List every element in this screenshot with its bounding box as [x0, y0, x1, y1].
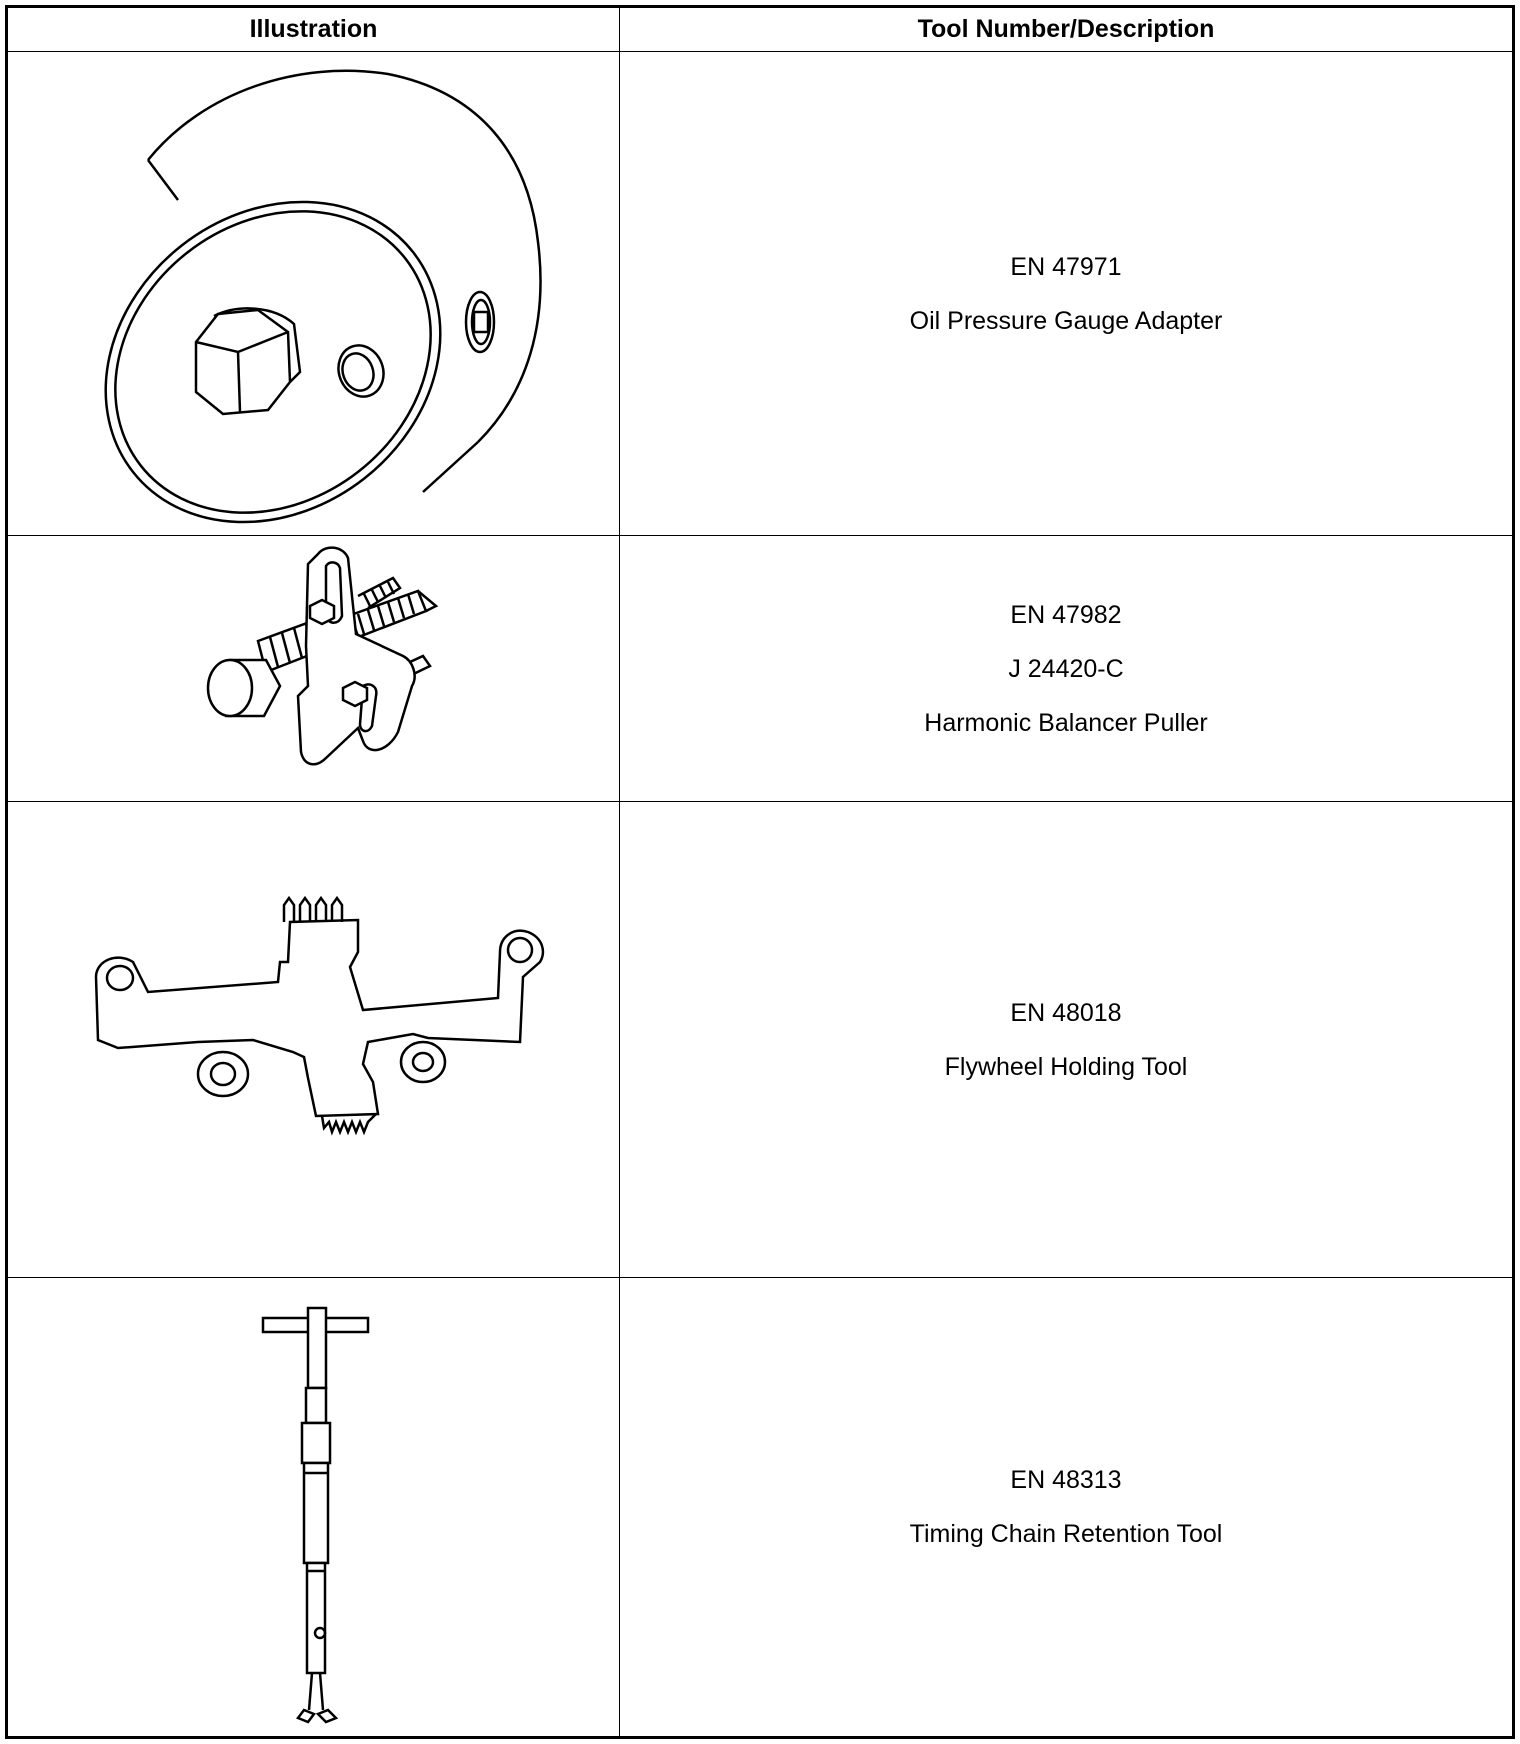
tool-description-cell — [620, 52, 1512, 535]
tool-number: EN 47971 — [1010, 252, 1122, 281]
illustration-cell — [8, 802, 620, 1277]
header-tool-description: Tool Number/Description — [917, 15, 1215, 43]
oil-pressure-gauge-adapter-illustration — [8, 52, 620, 536]
illustration-cell — [8, 536, 620, 801]
harmonic-balancer-puller-illustration — [8, 536, 620, 802]
header-illustration: Illustration — [8, 8, 620, 51]
table-row — [8, 1278, 1512, 1736]
timing-chain-retention-tool-illustration — [8, 1278, 620, 1736]
tool-name: Flywheel Holding Tool — [944, 1052, 1188, 1081]
tool-number: EN 47982 — [1010, 600, 1122, 629]
alternate-tool-number: J 24420-C — [1008, 654, 1124, 683]
flywheel-holding-tool-illustration — [8, 802, 620, 1278]
table-header-row — [8, 8, 1512, 52]
tool-description-cell — [620, 802, 1512, 1277]
tool-number: EN 48313 — [1010, 1466, 1122, 1494]
tool-description-cell — [620, 536, 1512, 801]
special-tools-table — [5, 5, 1515, 1739]
illustration-cell — [8, 1278, 620, 1736]
tool-name: Harmonic Balancer Puller — [924, 708, 1208, 737]
tool-number: EN 48018 — [1010, 998, 1122, 1027]
table-row — [8, 536, 1512, 802]
table-row — [8, 52, 1512, 536]
tool-name: Oil Pressure Gauge Adapter — [909, 306, 1223, 335]
tool-name: Timing Chain Retention Tool — [909, 1520, 1223, 1548]
table-row — [8, 802, 1512, 1278]
tool-description-cell — [620, 1278, 1512, 1736]
illustration-cell — [8, 52, 620, 535]
